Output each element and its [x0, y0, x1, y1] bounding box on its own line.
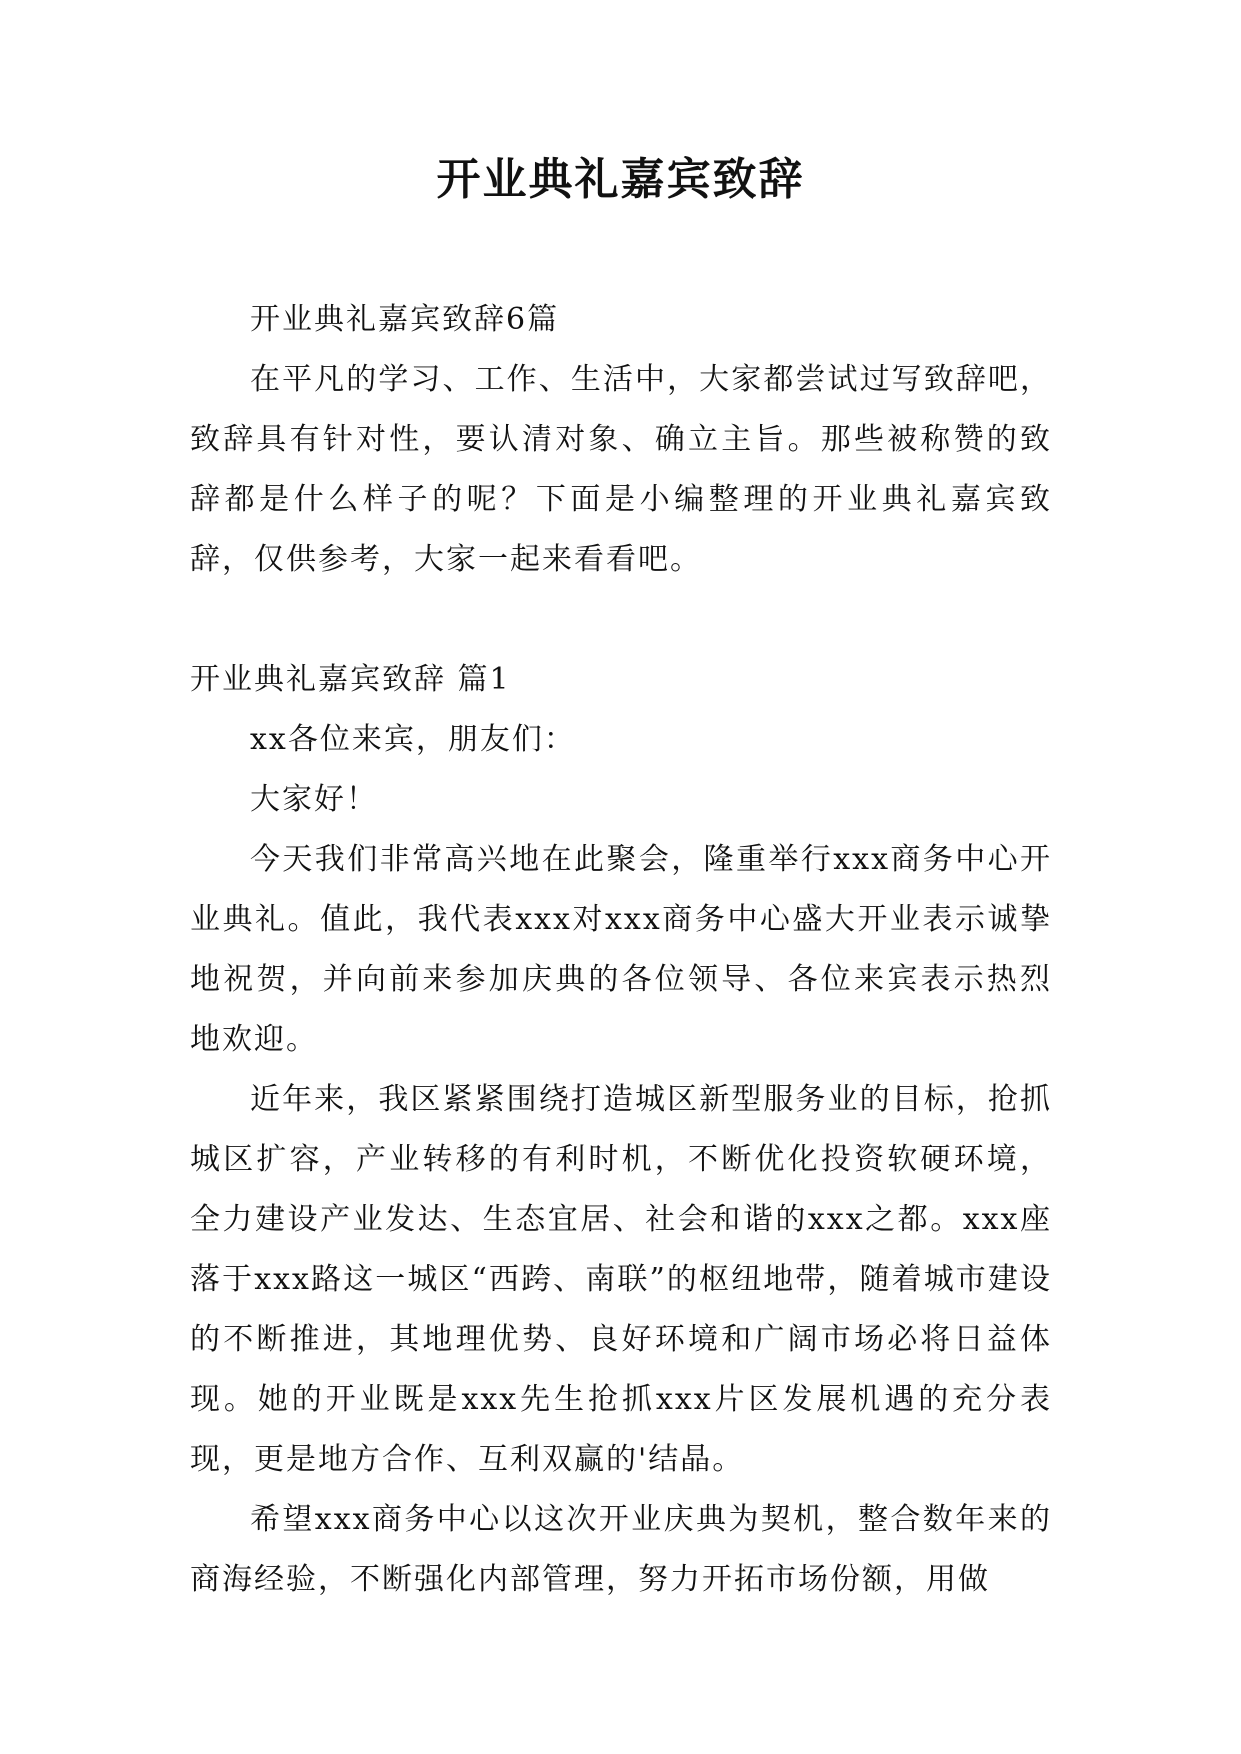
- body-paragraph-2: 近年来，我区紧紧围绕打造城区新型服务业的目标，抢抓城区扩容，产业转移的有利时机，不断优化投资软硬环境，全力建设产业发达、生态宜居、社会和谐的xxx之都。xxx座落于xxx路这一城区“西跨、南联”的枢纽地带，随着城市建设的不断推进，其地理优势、良好环境和广阔市场必将日益体现。她的开业既是xxx先生抢抓xxx片区发展机遇的充分表现，更是地方合作、互利双赢的'结晶。: [190, 1082, 1052, 1477]
- document-subtitle: 开业典礼嘉宾致辞6篇: [250, 302, 560, 337]
- section-spacer: [190, 590, 1052, 650]
- greeting: 大家好！: [250, 782, 378, 817]
- salutation: xx各位来宾，朋友们：: [250, 722, 576, 757]
- body-paragraph-3: 希望xxx商务中心以这次开业庆典为契机，整合数年来的商海经验，不断强化内部管理，努力开拓市场份额，用做: [190, 1502, 1052, 1597]
- document-body: [190, 290, 1052, 1610]
- document-title: 开业典礼嘉宾致辞: [436, 154, 805, 205]
- section-heading: 开业典礼嘉宾致辞 篇1: [190, 662, 511, 697]
- intro-paragraph: 在平凡的学习、工作、生活中，大家都尝试过写致辞吧，致辞具有针对性，要认清对象、确立主旨。那些被称赞的致辞都是什么样子的呢？下面是小编整理的开业典礼嘉宾致辞，仅供参考，大家一起来看看吧。: [190, 362, 1052, 577]
- body-paragraph-1: 今天我们非常高兴地在此聚会，隆重举行xxx商务中心开业典礼。值此，我代表xxx对xxx商务中心盛大开业表示诚挚地祝贺，并向前来参加庆典的各位领导、各位来宾表示热烈地欢迎。: [190, 842, 1052, 1057]
